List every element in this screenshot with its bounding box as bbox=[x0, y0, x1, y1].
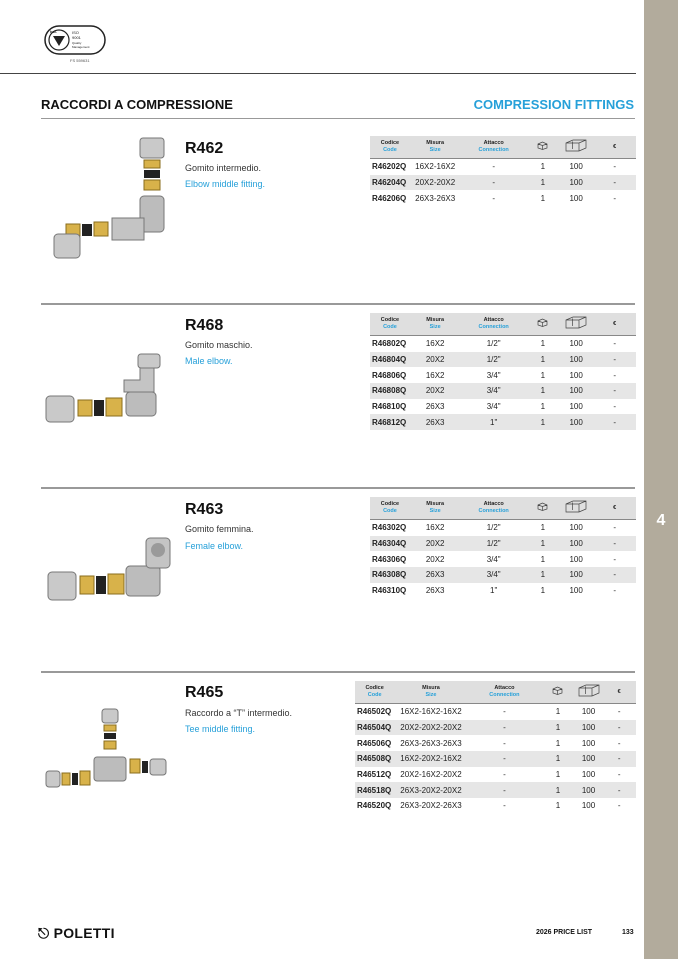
table-cell: 100 bbox=[559, 383, 594, 399]
table-cell: 3/4" bbox=[460, 567, 527, 583]
product-image-r463 bbox=[46, 536, 174, 608]
col-header-connection: Attacco Connection bbox=[468, 681, 541, 704]
table-cell: - bbox=[593, 567, 636, 583]
cert-iso: ISO bbox=[72, 30, 79, 35]
col-header-code: Codice Code bbox=[355, 681, 394, 704]
table-cell: 100 bbox=[559, 414, 594, 430]
table-cell: R46502Q bbox=[355, 704, 394, 720]
table-cell: 16X2 bbox=[410, 520, 461, 536]
table-header-row bbox=[355, 681, 636, 704]
table-cell: 1/2" bbox=[460, 336, 527, 352]
col-header-size: Misura Size bbox=[410, 313, 461, 336]
table-cell: 1 bbox=[541, 704, 575, 720]
table-cell: 3/4" bbox=[486, 370, 501, 380]
section-title-english: COMPRESSION FITTINGS bbox=[473, 97, 634, 112]
table-cell: 1 bbox=[541, 720, 575, 736]
table-row bbox=[355, 751, 636, 767]
table-cell: R46518Q bbox=[355, 782, 394, 798]
table-cell: 16X2 bbox=[410, 336, 461, 352]
table-cell: 1" bbox=[490, 586, 498, 596]
section-divider bbox=[41, 671, 635, 673]
table-cell: 26X3-20X2-20X2 bbox=[394, 782, 467, 798]
table-row bbox=[370, 536, 636, 552]
small-box-icon bbox=[527, 313, 559, 336]
table-cell: 20X2 bbox=[410, 352, 461, 368]
table-cell: 100 bbox=[575, 782, 603, 798]
table-cell: - bbox=[468, 720, 541, 736]
table-row bbox=[370, 336, 636, 352]
brand-name: POLETTI bbox=[53, 925, 115, 941]
table-cell: R46812Q bbox=[370, 414, 410, 430]
table-row bbox=[370, 159, 636, 175]
table-cell: - bbox=[602, 704, 636, 720]
table-cell: 100 bbox=[559, 536, 594, 552]
page-number: 133 bbox=[622, 929, 634, 936]
table-cell: 100 bbox=[559, 336, 594, 352]
cert-bsi: bsi. bbox=[50, 29, 57, 34]
table-cell: 1 bbox=[527, 383, 559, 399]
table-cell: R46204Q bbox=[370, 175, 410, 191]
table-cell: R46806Q bbox=[372, 370, 407, 380]
table-cell: 100 bbox=[569, 370, 583, 380]
table-cell: 3/4" bbox=[486, 554, 501, 564]
table-cell: 100 bbox=[559, 520, 594, 536]
table-cell: 1/2" bbox=[460, 352, 527, 368]
col-header-size: Misura Size bbox=[410, 136, 461, 159]
table-cell: R46508Q bbox=[355, 751, 394, 767]
small-box-icon bbox=[541, 681, 575, 704]
table-cell: 16X2-16X2 bbox=[410, 159, 461, 175]
table-row bbox=[370, 551, 636, 567]
table-cell: - bbox=[613, 586, 617, 596]
poletti-mark-icon: ⎋ bbox=[38, 925, 50, 941]
table-cell: - bbox=[503, 770, 506, 780]
table-cell: 1/2" bbox=[460, 536, 527, 552]
table-cell: 1 bbox=[555, 801, 561, 811]
table-cell: R46504Q bbox=[355, 720, 394, 736]
table-cell: 100 bbox=[569, 402, 583, 412]
col-header-code: Codice Code bbox=[370, 136, 410, 159]
table-cell: R46520Q bbox=[357, 801, 392, 811]
section-title-italian: RACCORDI A COMPRESSIONE bbox=[41, 97, 233, 112]
large-box-icon bbox=[575, 681, 603, 704]
price-table-r468 bbox=[370, 313, 636, 430]
table-cell: R46206Q bbox=[372, 193, 407, 203]
product-desc-en: Tee middle fitting. bbox=[185, 724, 256, 734]
table-cell: - bbox=[617, 738, 621, 748]
table-cell: R46304Q bbox=[370, 536, 410, 552]
table-cell: 1/2" bbox=[460, 520, 527, 536]
table-cell: 20X2-20X2 bbox=[410, 175, 461, 191]
table-cell: R46306Q bbox=[372, 554, 407, 564]
table-cell: - bbox=[613, 193, 617, 203]
table-cell: 1 bbox=[527, 175, 559, 191]
product-desc-it: Raccordo a “T” intermedio. bbox=[185, 708, 293, 718]
table-cell: R46302Q bbox=[370, 520, 410, 536]
col-header-connection: Attacco Connection bbox=[460, 497, 527, 520]
table-cell: 100 bbox=[581, 738, 596, 748]
table-cell: R46802Q bbox=[370, 336, 410, 352]
table-cell: 26X3 bbox=[410, 414, 461, 430]
table-cell: 26X3 bbox=[410, 567, 461, 583]
price-table-r463 bbox=[370, 497, 636, 598]
table-cell: - bbox=[492, 193, 495, 203]
col-header-euro: € bbox=[593, 497, 636, 520]
table-cell: 100 bbox=[575, 720, 603, 736]
product-image-r465 bbox=[44, 707, 170, 795]
table-cell: 26X3-26X3 bbox=[415, 193, 456, 203]
table-cell: - bbox=[613, 402, 617, 412]
table-header-row bbox=[370, 136, 636, 159]
table-cell: 26X3-20X2-26X3 bbox=[400, 801, 462, 811]
table-cell: R46808Q bbox=[370, 383, 410, 399]
table-cell: 1 bbox=[527, 536, 559, 552]
table-cell: - bbox=[593, 414, 636, 430]
table-cell: 26X3-26X3-26X3 bbox=[400, 738, 462, 748]
top-rule bbox=[0, 73, 636, 74]
product-desc-en: Elbow middle fitting. bbox=[185, 179, 266, 189]
table-row bbox=[370, 583, 636, 599]
table-cell: - bbox=[593, 352, 636, 368]
table-cell: - bbox=[593, 336, 636, 352]
price-table-r462 bbox=[370, 136, 636, 206]
table-cell: - bbox=[468, 704, 541, 720]
product-desc-it: Gomito femmina. bbox=[185, 524, 254, 534]
chapter-number[interactable]: 4 bbox=[656, 512, 666, 529]
table-cell: - bbox=[593, 536, 636, 552]
table-cell: 20X2-16X2-20X2 bbox=[400, 770, 462, 780]
price-list-label: 2026 PRICE LIST bbox=[536, 929, 593, 936]
table-cell: 1 bbox=[527, 159, 559, 175]
table-cell: 100 bbox=[569, 586, 583, 596]
table-cell: 1" bbox=[460, 414, 527, 430]
table-cell: - bbox=[468, 751, 541, 767]
table-row bbox=[370, 567, 636, 583]
cert-9001: 9001 bbox=[72, 35, 81, 40]
cert-management: Management bbox=[72, 45, 90, 49]
table-cell: 1 bbox=[540, 586, 546, 596]
col-header-euro: € bbox=[602, 681, 636, 704]
table-cell: - bbox=[602, 720, 636, 736]
product-desc-it: Gomito maschio. bbox=[185, 340, 253, 350]
table-cell: - bbox=[593, 520, 636, 536]
table-cell: R46804Q bbox=[370, 352, 410, 368]
table-cell: 1 bbox=[527, 336, 559, 352]
table-cell: 1 bbox=[527, 352, 559, 368]
table-row bbox=[355, 704, 636, 720]
chapter-tab bbox=[644, 0, 678, 959]
table-cell: - bbox=[593, 383, 636, 399]
table-cell: - bbox=[602, 751, 636, 767]
table-cell: R46512Q bbox=[357, 770, 392, 780]
col-header-euro: € bbox=[593, 136, 636, 159]
table-cell: 100 bbox=[581, 770, 596, 780]
cert-quality: Quality bbox=[72, 41, 82, 45]
table-cell: 100 bbox=[569, 193, 583, 203]
table-row bbox=[370, 399, 636, 415]
table-cell: 1 bbox=[527, 414, 559, 430]
table-row bbox=[370, 414, 636, 430]
table-cell: 1 bbox=[555, 738, 561, 748]
table-cell: 100 bbox=[559, 567, 594, 583]
table-cell: 20X2 bbox=[410, 383, 461, 399]
table-cell: R46310Q bbox=[372, 586, 407, 596]
table-cell: 20X2 bbox=[425, 554, 445, 564]
table-cell: R46810Q bbox=[372, 402, 407, 412]
table-cell: 26X3 bbox=[425, 586, 445, 596]
table-row bbox=[355, 735, 636, 751]
small-box-icon bbox=[527, 497, 559, 520]
col-header-connection: Attacco Connection bbox=[460, 136, 527, 159]
table-cell: 100 bbox=[559, 352, 594, 368]
table-cell: 100 bbox=[575, 751, 603, 767]
small-box-icon bbox=[527, 136, 559, 159]
table-cell: 20X2-20X2-20X2 bbox=[394, 720, 467, 736]
cert-code: FS 559631 bbox=[70, 58, 90, 63]
col-header-code: Codice Code bbox=[370, 313, 410, 336]
table-cell: - bbox=[613, 554, 617, 564]
large-box-icon bbox=[559, 497, 594, 520]
product-desc-it: Gomito intermedio. bbox=[185, 163, 262, 173]
table-cell: R46308Q bbox=[370, 567, 410, 583]
table-cell: 1 bbox=[540, 370, 546, 380]
product-desc-en: Male elbow. bbox=[185, 356, 233, 366]
product-code-r462: R462 bbox=[185, 140, 224, 157]
col-header-euro: € bbox=[593, 313, 636, 336]
table-row bbox=[370, 367, 636, 383]
product-code-r468: R468 bbox=[185, 317, 224, 334]
table-cell: R46202Q bbox=[370, 159, 410, 175]
table-cell: 100 bbox=[559, 175, 594, 191]
table-cell: 100 bbox=[581, 801, 596, 811]
table-cell: 1 bbox=[555, 770, 561, 780]
table-cell: - bbox=[613, 370, 617, 380]
table-cell: R46506Q bbox=[357, 738, 392, 748]
col-header-size: Misura Size bbox=[394, 681, 467, 704]
product-code-r465: R465 bbox=[185, 684, 224, 701]
table-header-row bbox=[370, 497, 636, 520]
table-cell: 1 bbox=[527, 567, 559, 583]
table-cell: 1 bbox=[540, 402, 546, 412]
table-header-row bbox=[370, 313, 636, 336]
large-box-icon bbox=[559, 313, 594, 336]
section-divider bbox=[41, 487, 635, 489]
col-header-connection: Attacco Connection bbox=[460, 313, 527, 336]
table-cell: - bbox=[468, 782, 541, 798]
col-header-size: Misura Size bbox=[410, 497, 461, 520]
table-cell: - bbox=[503, 801, 506, 811]
price-table-r465 bbox=[355, 681, 636, 814]
table-cell: - bbox=[593, 175, 636, 191]
product-desc-en: Female elbow. bbox=[185, 541, 244, 551]
table-row bbox=[355, 782, 636, 798]
table-cell: 1 bbox=[541, 751, 575, 767]
product-code-r463: R463 bbox=[185, 501, 224, 518]
table-cell: - bbox=[460, 159, 527, 175]
table-cell: 100 bbox=[559, 159, 594, 175]
title-rule bbox=[41, 118, 635, 119]
table-row bbox=[355, 767, 636, 783]
section-divider bbox=[41, 303, 635, 305]
table-cell: 1 bbox=[540, 554, 546, 564]
table-cell: 3/4" bbox=[486, 402, 501, 412]
table-cell: 16X2 bbox=[425, 370, 445, 380]
table-cell: - bbox=[617, 770, 621, 780]
product-image-r462 bbox=[52, 134, 168, 264]
table-cell: - bbox=[617, 801, 621, 811]
product-image-r468 bbox=[44, 352, 170, 428]
table-row bbox=[370, 520, 636, 536]
table-row bbox=[370, 190, 636, 206]
col-header-code: Codice Code bbox=[370, 497, 410, 520]
table-cell: - bbox=[593, 159, 636, 175]
table-cell: 3/4" bbox=[460, 383, 527, 399]
table-cell: 1 bbox=[540, 193, 546, 203]
table-row bbox=[370, 352, 636, 368]
table-cell: 100 bbox=[569, 554, 583, 564]
table-row bbox=[355, 720, 636, 736]
large-box-icon bbox=[559, 136, 594, 159]
table-cell: 26X3 bbox=[425, 402, 445, 412]
table-cell: 16X2-16X2-16X2 bbox=[394, 704, 467, 720]
table-row bbox=[355, 798, 636, 814]
table-cell: - bbox=[602, 782, 636, 798]
table-cell: 1 bbox=[527, 520, 559, 536]
table-cell: 16X2-20X2-16X2 bbox=[394, 751, 467, 767]
table-cell: 20X2 bbox=[410, 536, 461, 552]
table-cell: 100 bbox=[575, 704, 603, 720]
table-cell: - bbox=[503, 738, 506, 748]
table-cell: 1 bbox=[541, 782, 575, 798]
table-row bbox=[370, 383, 636, 399]
brand-logo bbox=[38, 925, 115, 942]
table-cell: - bbox=[460, 175, 527, 191]
table-row bbox=[370, 175, 636, 191]
